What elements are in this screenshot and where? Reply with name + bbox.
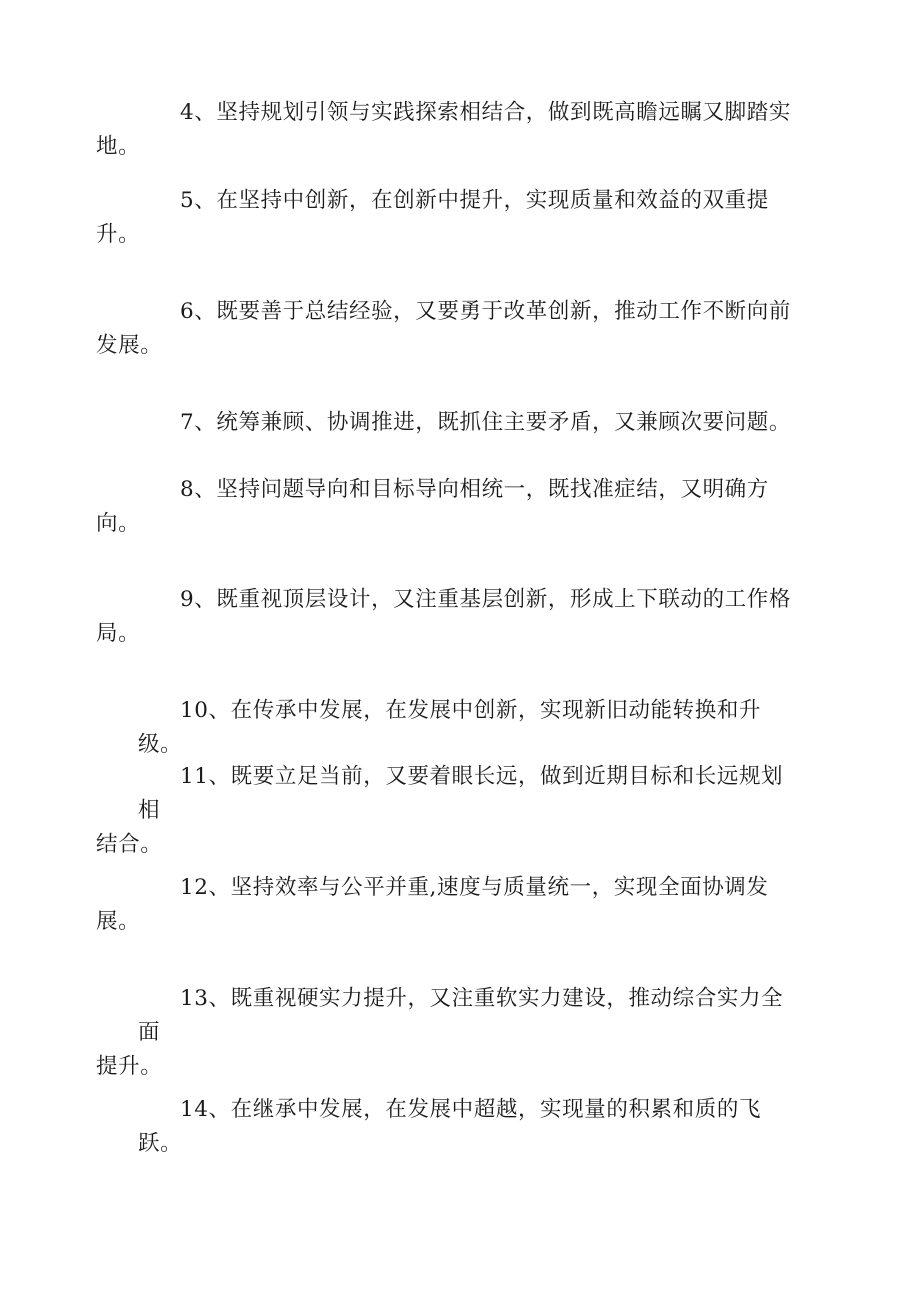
paragraph-line: 12、坚持效率与公平并重,速度与质量统一，实现全面协调发 — [180, 875, 769, 900]
paragraph-line: 11、既要立足当前，又要着眼长远，做到近期目标和长远规划相 — [138, 764, 784, 823]
paragraph-line: 展。 — [96, 909, 141, 934]
paragraph-line: 地。 — [96, 134, 141, 159]
paragraph-line: 发展。 — [96, 333, 163, 358]
paragraph-14 — [138, 1093, 798, 1161]
paragraph-line: 9、既重视顶层设计，又注重基层创新，形成上下联动的工作格 — [180, 587, 791, 612]
paragraph-line: 向。 — [96, 511, 141, 536]
paragraph-5 — [96, 184, 798, 252]
paragraph-line: 升。 — [96, 222, 141, 247]
paragraph-13 — [96, 982, 798, 1084]
paragraph-8 — [96, 473, 798, 541]
paragraph-line: 4、坚持规划引领与实践探索相结合，做到既高瞻远瞩又脚踏实 — [180, 100, 791, 125]
paragraph-line: 5、在坚持中创新，在创新中提升，实现质量和效益的双重提 — [180, 188, 769, 213]
paragraph-line: 8、坚持问题导向和目标导向相统一，既找准症结，又明确方 — [180, 477, 769, 502]
paragraph-11 — [96, 760, 798, 862]
paragraph-10 — [138, 694, 798, 762]
paragraph-line: 10、在传承中发展，在发展中创新，实现新旧动能转换和升级。 — [138, 698, 762, 757]
paragraph-6 — [96, 295, 798, 363]
paragraph-7 — [138, 406, 798, 440]
paragraph-line: 结合。 — [96, 832, 163, 857]
paragraph-12 — [96, 871, 798, 939]
paragraph-9 — [96, 583, 798, 651]
paragraph-line: 13、既重视硬实力提升，又注重软实力建设，推动综合实力全面 — [138, 986, 784, 1045]
paragraph-line: 6、既要善于总结经验，又要勇于改革创新，推动工作不断向前 — [180, 299, 791, 324]
paragraph-line: 7、统筹兼顾、协调推进，既抓住主要矛盾，又兼顾次要问题。 — [180, 410, 791, 435]
paragraph-line: 提升。 — [96, 1054, 163, 1079]
paragraph-4 — [96, 96, 798, 164]
paragraph-line: 14、在继承中发展，在发展中超越，实现量的积累和质的飞跃。 — [138, 1097, 762, 1156]
paragraph-line: 局。 — [96, 621, 141, 646]
